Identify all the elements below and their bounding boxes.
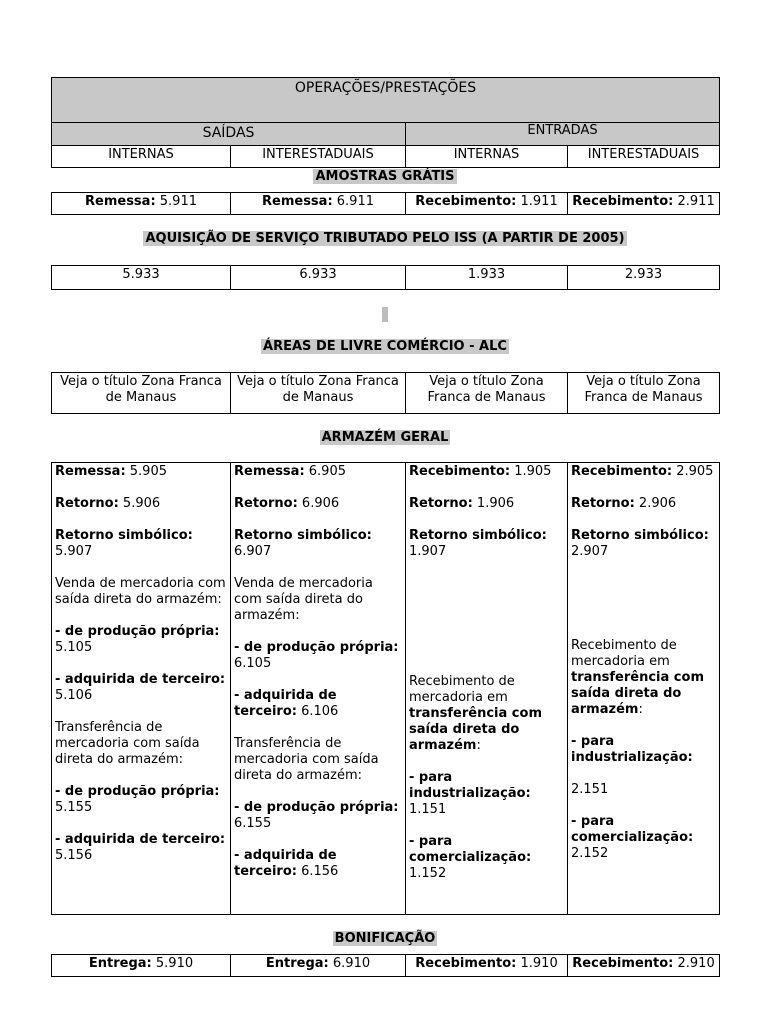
iss-cell: 2.933 — [568, 266, 720, 290]
interestaduais-saida-header: INTERESTADUAIS — [231, 146, 406, 168]
alc-title: ÁREAS DE LIVRE COMÉRCIO - ALC — [263, 339, 507, 354]
amostras-table — [51, 192, 720, 215]
iss-cell: 6.933 — [231, 266, 406, 290]
interestaduais-entrada-header: INTERESTADUAIS — [568, 146, 720, 168]
gray-marker — [382, 307, 388, 322]
iss-table — [51, 265, 720, 290]
page-title: OPERAÇÕES/PRESTAÇÕES — [52, 78, 720, 123]
bonificacao-cell: Entrega: 6.910 — [231, 955, 406, 977]
alc-cell: Veja o título Zona Franca de Manaus — [231, 373, 406, 414]
alc-cell: Veja o título Zona Franca de Manaus — [52, 373, 231, 414]
internas-entrada-header: INTERNAS — [406, 146, 568, 168]
iss-cell: 1.933 — [406, 266, 568, 290]
alc-table — [51, 372, 720, 414]
iss-cell: 5.933 — [52, 266, 231, 290]
entradas-header: ENTRADAS — [406, 123, 720, 146]
bonificacao-cell: Recebimento: 2.910 — [568, 955, 720, 977]
armazem-internas-entrada: Recebimento: 1.905 Retorno: 1.906 Retorno simbólico: 1.907 Recebimento de mercadoria em transferência com saída direta do armazém: - para industrialização: 1.151 - para comercialização: 1.152 — [406, 463, 568, 915]
armazem-internas-saida: Remessa: 5.905 Retorno: 5.906 Retorno simbólico: 5.907 Venda de mercadoria com saída direta do armazém: - de produção própria: 5.105 - adquirida de terceiro: 5.106 Transferência de mercadoria com saída direta do armazém: - de produção própria: 5.155 - adquirida de terceiro: 5.156 — [52, 463, 231, 915]
saidas-header: SAÍDAS — [52, 123, 406, 146]
header-table — [51, 77, 720, 168]
bonificacao-cell: Entrega: 5.910 — [52, 955, 231, 977]
amostras-cell: Remessa: 6.911 — [231, 193, 406, 215]
amostras-cell: Remessa: 5.911 — [52, 193, 231, 215]
bonificacao-table — [51, 954, 720, 977]
internas-saida-header: INTERNAS — [52, 146, 231, 168]
armazem-title: ARMAZÉM GERAL — [321, 430, 449, 445]
amostras-title: AMOSTRAS GRÁTIS — [315, 169, 455, 184]
alc-cell: Veja o título Zona Franca de Manaus — [406, 373, 568, 414]
armazem-interestaduais-entrada: Recebimento: 2.905 Retorno: 2.906 Retorno simbólico: 2.907 Recebimento de mercadoria em transferência com saída direta do armazém: - para industrialização: 2.151 - para comercialização: 2.152 — [568, 463, 720, 915]
amostras-cell: Recebimento: 1.911 — [406, 193, 568, 215]
alc-cell: Veja o título Zona Franca de Manaus — [568, 373, 720, 414]
amostras-cell: Recebimento: 2.911 — [568, 193, 720, 215]
armazem-table — [51, 462, 720, 915]
armazem-interestaduais-saida: Remessa: 6.905 Retorno: 6.906 Retorno simbólico: 6.907 Venda de mercadoria com saída direta do armazém: - de produção própria: 6.105 - adquirida de terceiro: 6.106 Transferência de mercadoria com saída direta do armazém: - de produção própria: 6.155 - adquirida de terceiro: 6.156 — [231, 463, 406, 915]
bonificacao-cell: Recebimento: 1.910 — [406, 955, 568, 977]
bonificacao-title: BONIFICAÇÃO — [334, 931, 436, 946]
iss-title: AQUISIÇÃO DE SERVIÇO TRIBUTADO PELO ISS (A PARTIR DE 2005) — [145, 231, 625, 246]
